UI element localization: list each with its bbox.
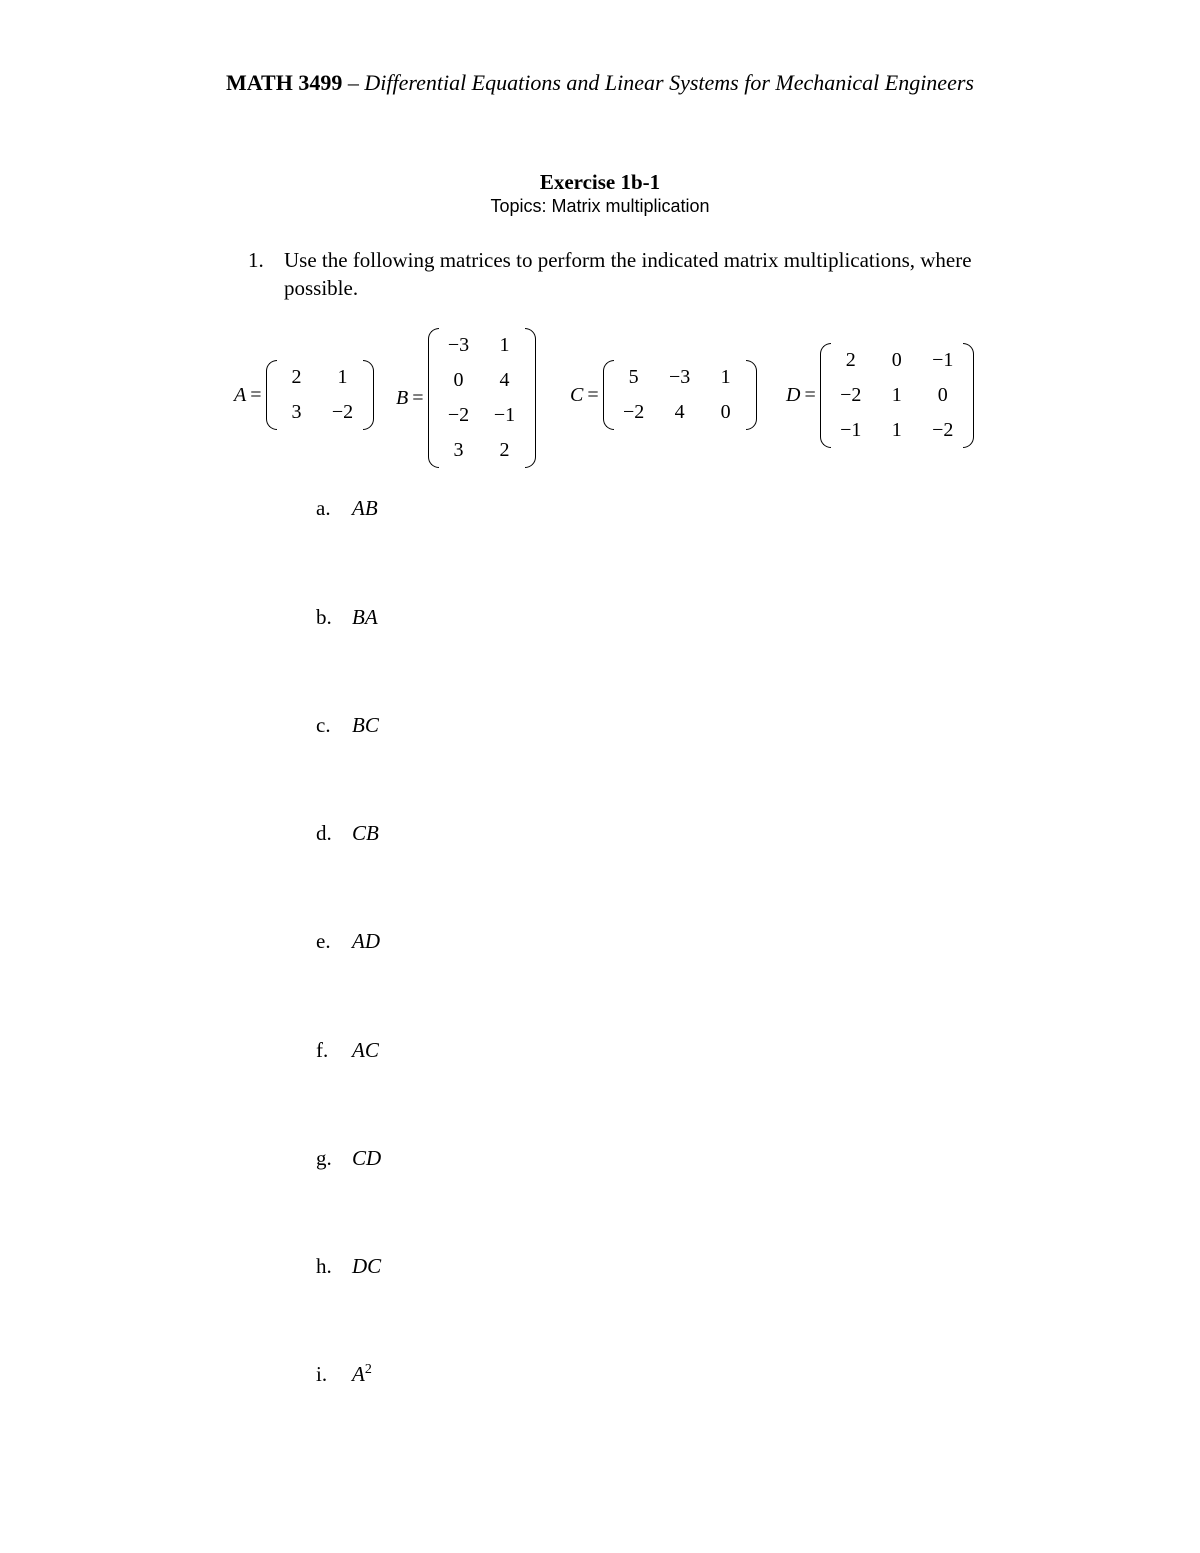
matrix-entry: 1	[891, 384, 902, 406]
part-label: i.	[316, 1362, 328, 1386]
part-f	[316, 1038, 379, 1063]
part-label: h.	[316, 1254, 332, 1278]
question-1	[248, 246, 1008, 302]
matrix-entry: 5	[628, 366, 639, 388]
matrix-entry: 0	[453, 369, 464, 391]
part-expression: AB	[352, 496, 378, 520]
part-g	[316, 1146, 381, 1171]
question-text: Use the following matrices to perform the indicated matrix multiplications, where possible.	[284, 248, 972, 300]
part-label: a.	[316, 496, 331, 520]
part-c	[316, 713, 379, 738]
part-e	[316, 929, 380, 954]
equals-sign: =	[250, 383, 262, 406]
course-header	[0, 70, 1200, 96]
header-separator: –	[342, 70, 365, 95]
part-h	[316, 1254, 381, 1279]
matrix-entry: 2	[845, 349, 856, 371]
part-exponent: 2	[364, 1362, 372, 1377]
matrix-entry: −2	[331, 401, 354, 423]
matrix-entry: −3	[447, 334, 470, 356]
matrix-a-definition	[234, 360, 374, 430]
matrix-entry: −1	[493, 404, 516, 426]
course-code: MATH 3499	[226, 70, 343, 95]
exercise-title: Exercise 1b-1	[539, 170, 661, 194]
matrix-b-entries	[436, 328, 528, 468]
matrix-name: A	[234, 383, 247, 406]
matrix-entry: 0	[937, 384, 948, 406]
part-i	[316, 1362, 372, 1387]
part-label: e.	[316, 929, 331, 953]
part-expression: DC	[352, 1254, 382, 1278]
matrix-name: C	[570, 383, 584, 406]
matrix-a	[266, 360, 374, 430]
matrix-c	[603, 360, 757, 430]
matrix-entry: −2	[622, 401, 645, 423]
part-expression: CB	[352, 821, 379, 845]
matrix-entry: −2	[932, 419, 954, 441]
matrix-entry: −1	[932, 349, 954, 371]
part-expression: CD	[352, 1146, 382, 1170]
part-label: g.	[316, 1146, 332, 1170]
matrix-entry: 2	[499, 439, 510, 461]
course-title: Differential Equations and Linear Systems for Mechanical Engineers	[364, 70, 974, 95]
matrix-entry: 2	[291, 366, 302, 388]
part-expression: BA	[352, 605, 378, 629]
matrix-entry: 1	[891, 419, 902, 441]
matrix-entry: 0	[891, 349, 902, 371]
part-b	[316, 605, 378, 630]
equals-sign: =	[804, 384, 816, 406]
part-expression: AD	[352, 929, 380, 953]
matrix-c-definition	[570, 360, 757, 430]
matrix-d-definition	[786, 343, 974, 448]
part-label: b.	[316, 605, 332, 629]
part-label: d.	[316, 821, 332, 845]
matrix-entry: −3	[668, 366, 691, 388]
equals-sign: =	[412, 386, 424, 409]
matrix-name: B	[396, 386, 409, 409]
equals-sign: =	[587, 383, 599, 406]
matrix-c-entries	[611, 360, 749, 430]
matrix-b	[428, 328, 536, 468]
matrix-entry: −2	[447, 404, 470, 426]
matrix-entry: 3	[453, 439, 464, 461]
matrix-d	[820, 343, 974, 448]
matrix-a-entries	[274, 360, 366, 430]
matrix-entry: 0	[720, 401, 731, 423]
part-expression: AC	[352, 1038, 379, 1062]
part-label: c.	[316, 713, 331, 737]
part-label: f.	[316, 1038, 329, 1062]
part-d	[316, 821, 379, 846]
matrix-entry: 1	[499, 334, 510, 356]
matrix-entry: 4	[499, 369, 510, 391]
matrix-entry: 1	[720, 366, 731, 388]
part-expression: A	[352, 1362, 365, 1386]
matrix-entry: 1	[337, 366, 348, 388]
matrix-entry: −2	[840, 384, 862, 406]
matrix-d-entries	[828, 343, 966, 448]
matrix-entry: −1	[840, 419, 862, 441]
matrix-entry: 4	[674, 401, 685, 423]
part-a	[316, 496, 378, 521]
matrix-name: D	[786, 384, 801, 406]
matrix-entry: 3	[291, 401, 302, 423]
question-number: 1.	[248, 248, 264, 272]
exercise-topics: Topics: Matrix multiplication	[490, 196, 710, 216]
matrix-b-definition	[396, 328, 536, 468]
part-expression: BC	[352, 713, 379, 737]
